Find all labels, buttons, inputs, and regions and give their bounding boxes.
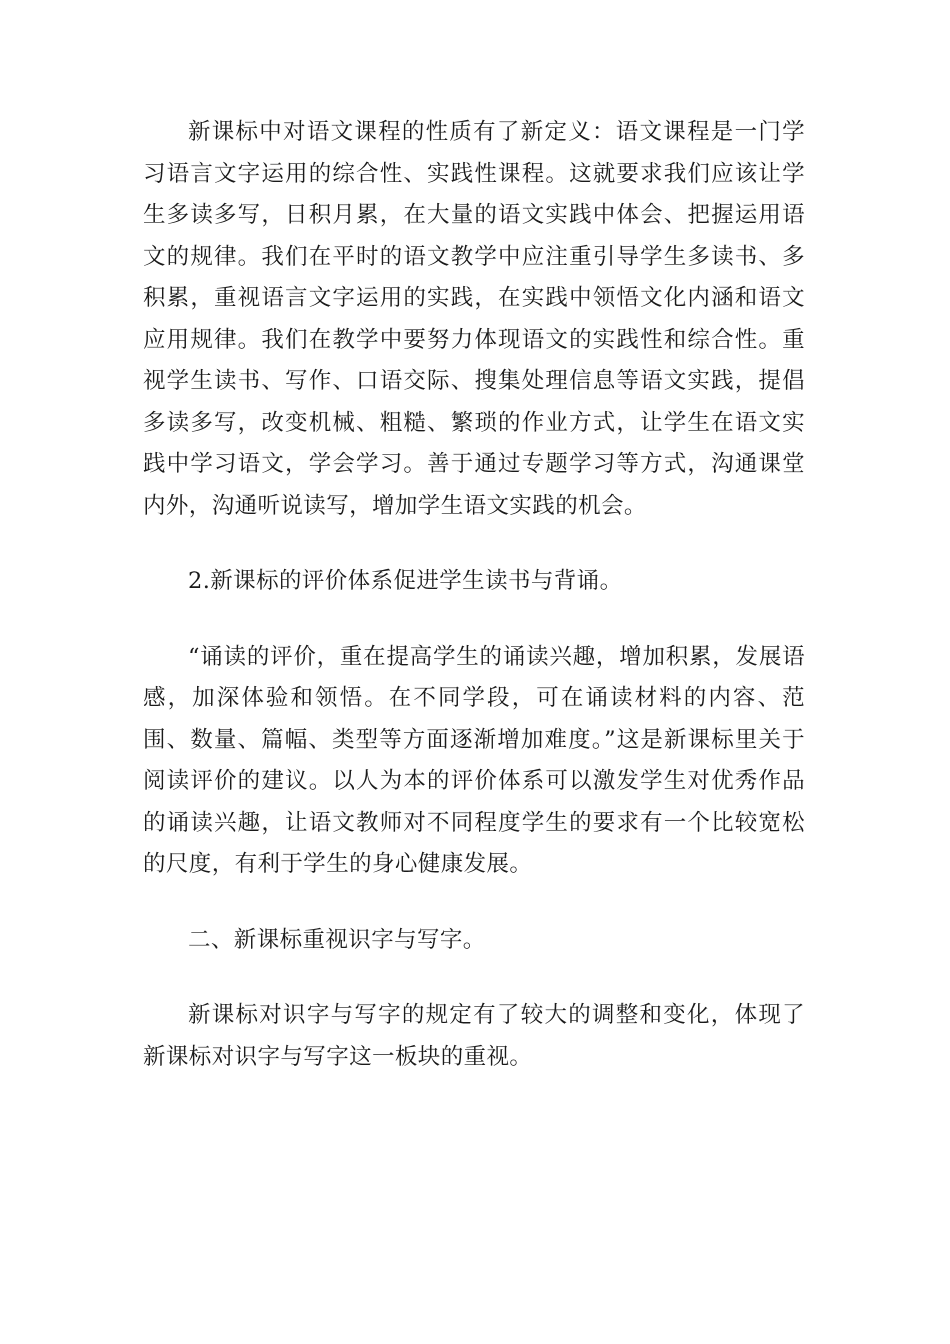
document-body <box>143 112 805 1112</box>
section-heading-literacy: 二、新课标重视识字与写字。 <box>188 926 486 953</box>
section-heading-evaluation: 2.新课标的评价体系促进学生读书与背诵。 <box>188 568 623 594</box>
paragraph-course-nature: 新课标中对语文课程的性质有了新定义：语文课程是一门学习语言文字运用的综合性、实践性课程。这就要求我们应该让学生多读多写，日积月累，在大量的语文实践中体会、把握运用语文的规律。我们在平时的语文教学中应注重引导学生多读书、多积累，重视语言文字运用的实践，在实践中领悟文化内涵和语文应用规律。我们在教学中要努力体现语文的实践性和综合性。重视学生读书、写作、口语交际、搜集处理信息等语文实践，提倡多读多写，改变机械、粗糙、繁琐的作业方式，让学生在语文实践中学习语文，学会学习。善于通过专题学习等方式，沟通课堂内外，沟通听说读写，增加学生语文实践的机会。 <box>143 119 805 519</box>
paragraph-reading-evaluation: “诵读的评价，重在提高学生的诵读兴趣，增加积累，发展语感，加深体验和领悟。在不同学段，可在诵读材料的内容、范围、数量、篇幅、类型等方面逐渐增加难度。”这是新课标里关于阅读评价的建议。以人为本的评价体系可以激发学生对优秀作品的诵读兴趣，让语文教师对不同程度学生的要求有一个比较宽松的尺度，有利于学生的身心健康发展。 <box>143 643 805 877</box>
paragraph-literacy: 新课标对识字与写字的规定有了较大的调整和变化，体现了新课标对识字与写字这一板块的重视。 <box>143 1002 805 1070</box>
